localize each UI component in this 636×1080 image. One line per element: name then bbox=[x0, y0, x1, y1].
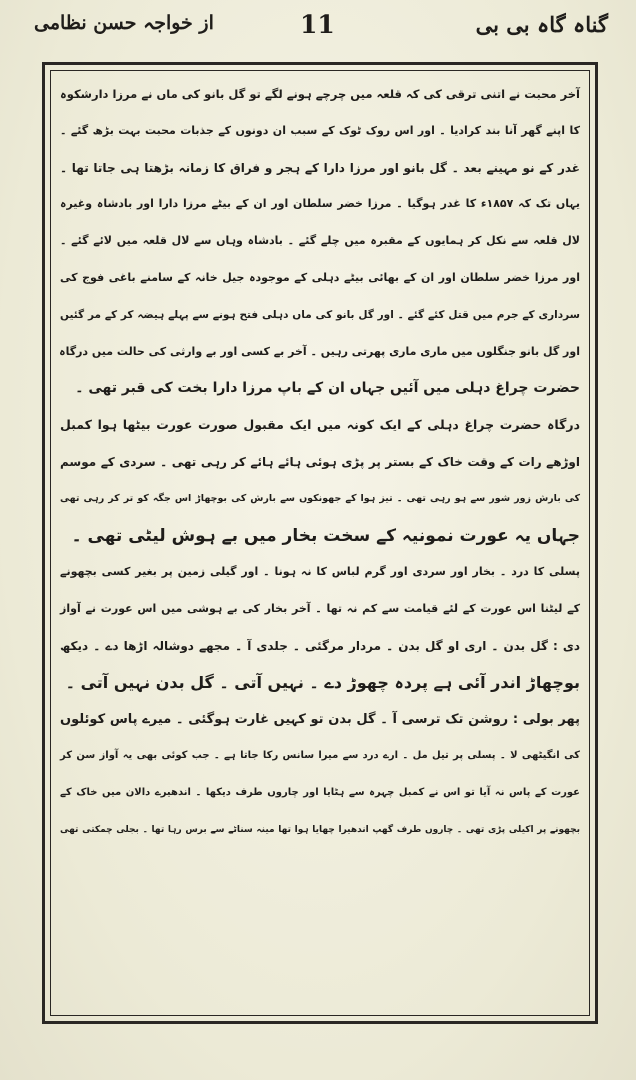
paragraph-last-line: جہاں یہ عورت نمونیہ کے سخت بخار میں بے ہوش لیٹی تھی ۔ bbox=[71, 525, 580, 546]
text-line: لال قلعہ سے نکل کر ہمایوں کے مقبرہ میں چلے گئے ۔ بادشاہ وہاں سے لال قلعہ میں لائے گئے ۔ bbox=[60, 234, 580, 248]
text-line: اوڑھے رات کے وقت خاک کے بستر پر پڑی ہوئی ہائے ہائے کر رہی تھی ۔ سردی کے موسم bbox=[60, 454, 580, 469]
text-line: دی : گل بدن ۔ اری او گل بدن ۔ مردار مرگئی ۔ جلدی آ ۔ مجھے دوشالہ اڑھا دے ۔ دیکھ bbox=[60, 638, 580, 653]
book-title: گناہ گاہ بی بی bbox=[475, 12, 608, 37]
text-line: درگاہ حضرت چراغ دہلی کے ایک کونہ میں ایک مقبول صورت عورت بیٹھا ہوا کمبل bbox=[60, 417, 580, 433]
text-line: سرداری کے جرم میں قتل کئے گئے ۔ اور گل بانو کی ماں دہلی فتح ہونے سے پہلے ہیضہ کر کے مر گئیں bbox=[60, 308, 580, 321]
text-line: کے لیٹنا اس عورت کے لئے قیامت سے کم نہ تھا ۔ آخر بخار کی بے ہوشی میں اس عورت نے آواز bbox=[60, 602, 580, 616]
body-text bbox=[58, 76, 582, 1011]
text-line: کی بارش زور شور سے ہو رہی تھی ۔ تیز ہوا کے جھونکوں سے بارش کی بوچھاڑ اس جگہ کو تر کر رہی تھی bbox=[60, 492, 580, 504]
text-line: بچھونے پر اکیلی پڑی تھی ۔ چاروں طرف گھپ اندھیرا چھایا ہوا تھا مینہ سناٹے سے برس رہا تھا ۔ بجلی چمکتی تھی bbox=[60, 824, 580, 835]
text-line: کی انگیٹھی لا ۔ پسلی پر تیل مل ۔ ارے درد سے میرا سانس رکا جاتا ہے ۔ جب کوئی بھی یہ آواز سن کر bbox=[60, 750, 580, 762]
text-line: عورت کے پاس نہ آیا تو اس نے کمبل چہرہ سے ہٹایا اور چاروں طرف دیکھا ۔ اندھیرے دالان میں خاک کے bbox=[60, 787, 580, 799]
text-line: اور گل بانو جنگلوں میں ماری ماری پھرتی رہیں ۔ آخر بے کسی اور بے وارثی کی حالت میں درگاہ bbox=[59, 344, 580, 358]
author-name: از خواجہ حسن نظامی bbox=[34, 12, 214, 34]
text-line: پھر بولی : روشن تک ترسی آ ۔ گل بدن تو کہیں غارت ہوگئی ۔ میرے پاس کوئلوں bbox=[60, 711, 580, 727]
text-line: اور مرزا خضر سلطان اور ان کے بھائی بیٹے دہلی کے موجودہ جیل خانہ کے سامنے باغی فوج کی bbox=[60, 270, 580, 284]
page-number: 11 bbox=[300, 10, 335, 39]
text-line: پسلی کا درد ۔ بخار اور سردی اور گرم لباس کا نہ ہونا ۔ اور گیلی زمین پر بغیر کسی بچھونے bbox=[60, 565, 580, 579]
text-line: غدر کے نو مہینے بعد ۔ گل بانو اور مرزا دارا کے ہجر و فراق کا زمانہ بڑھتا ہی جاتا تھا ۔ bbox=[60, 160, 580, 175]
text-line: کا اپنے گھر آنا بند کرادیا ۔ اور اس روک ٹوک کے سبب ان دونوں کے جذبات محبت بہت بڑھ گئے ۔ bbox=[60, 123, 580, 137]
text-line: یہاں تک کہ ۱۸۵۷ء کا غدر ہوگیا ۔ مرزا خضر سلطان اور ان کے بیٹے مرزا دارا اور بادشاہ وغیرہ bbox=[60, 197, 580, 211]
paragraph-last-line: بوچھاڑ اندر آئی ہے پردہ چھوڑ دے ۔ نہیں آتی ۔ گل بدن نہیں آتی ۔ bbox=[65, 672, 580, 692]
paragraph-last-line: حضرت چراغ دہلی میں آئیں جہاں ان کے باپ مرزا دارا بخت کی قبر تھی ۔ bbox=[75, 380, 580, 397]
page-header bbox=[0, 0, 636, 62]
text-line: آخر محبت نے اتنی ترقی کی کہ قلعہ میں چرچے ہونے لگے تو گل بانو کی ماں نے مرزا دارشکوہ bbox=[60, 87, 580, 101]
